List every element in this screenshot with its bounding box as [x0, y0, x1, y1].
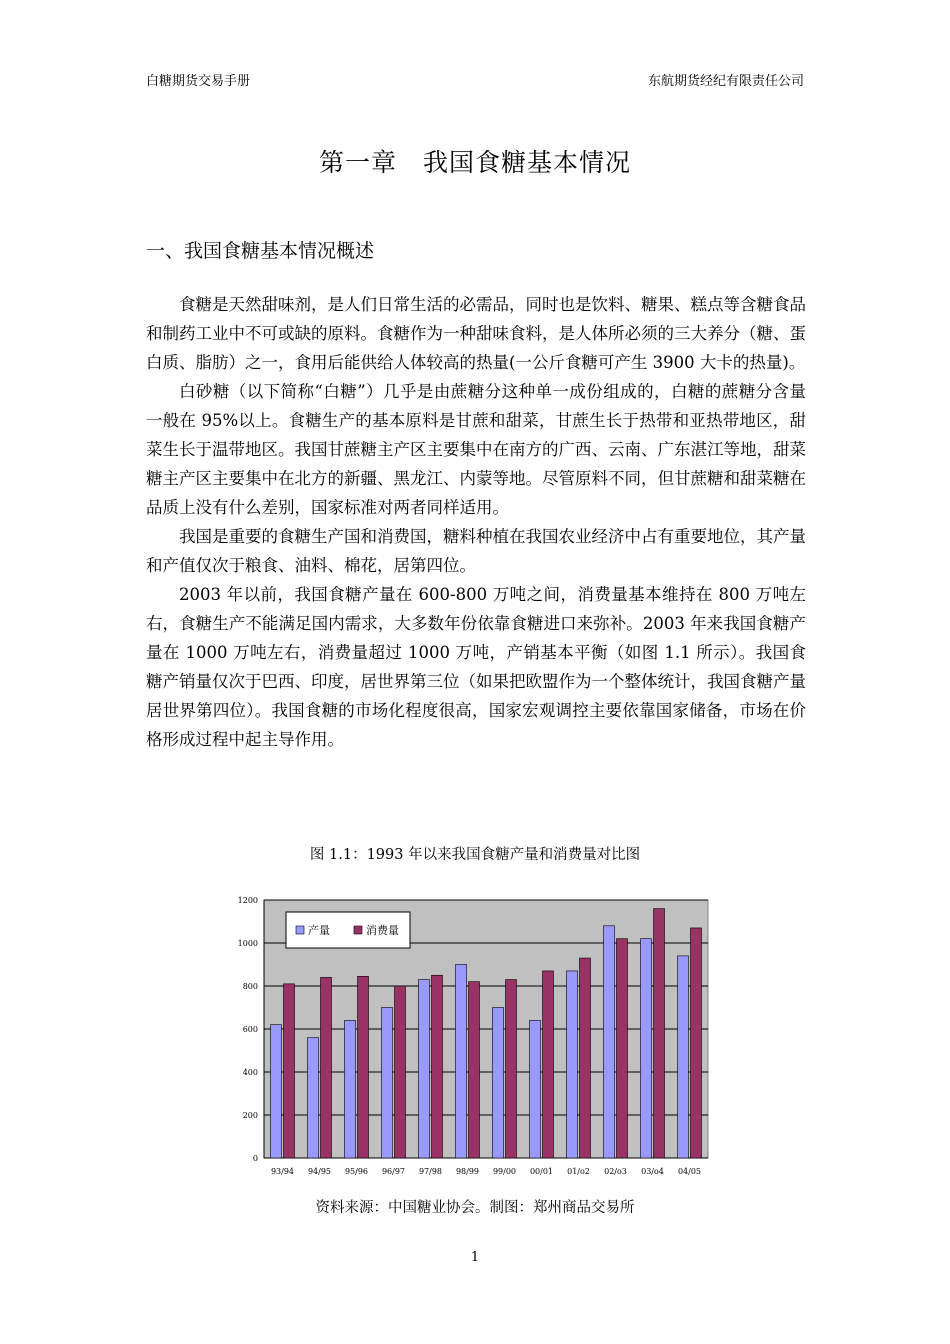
bar-production — [530, 1020, 541, 1158]
x-tick-label: 00/01 — [529, 1167, 554, 1176]
bar-consumption — [543, 971, 554, 1158]
x-tick-label: 98/99 — [455, 1167, 480, 1176]
paragraph-4: 2003 年以前，我国食糖产量在 600-800 万吨之间，消费量基本维持在 800 万吨左右，食糖生产不能满足国内需求，大多数年份依靠食糖进口来弥补。2003 年来我国食糖产量在 1000 万吨左右，消费量超过 1000 万吨，产销基本平衡（如图 1.1 所示）。我国食糖产销量仅次于巴西、印度，居世界第三位（如果把欧盟作为一个整体统计，我国食糖产量居世界第四位）。我国食糖的市场化程度很高，国家宏观调控主要依靠国家储备，市场在价格形成过程中起主导作用。 — [146, 585, 806, 749]
bar-production — [271, 1025, 282, 1158]
bar-consumption — [358, 976, 369, 1158]
y-tick-label: 400 — [242, 1068, 258, 1077]
y-tick-label: 0 — [252, 1154, 258, 1163]
x-tick-label: 95/96 — [344, 1167, 369, 1176]
legend-swatch — [354, 926, 362, 934]
legend-swatch — [296, 926, 304, 934]
x-tick-label: 99/00 — [492, 1167, 517, 1176]
y-tick-label: 1200 — [237, 896, 258, 905]
y-tick-label: 200 — [242, 1111, 258, 1120]
y-tick-label: 600 — [242, 1025, 258, 1034]
chart-svg — [230, 886, 710, 1186]
section-title: 一、我国食糖基本情况概述 — [146, 240, 375, 262]
bar-production — [419, 980, 430, 1158]
paragraph-2: 白砂糖（以下简称“白糖”）几乎是由蔗糖分这种单一成份组成的，白糖的蔗糖分含量一般在 95%以上。食糖生产的基本原料是甘蔗和甜菜，甘蔗生长于热带和亚热带地区，甜菜生长于温带地区。我国甘蔗糖主产区主要集中在南方的广西、云南、广东湛江等地，甜菜糖主产区主要集中在北方的新疆、黑龙江、内蒙等地。尽管原料不同，但甘蔗糖和甜菜糖在品质上没有什么差别，国家标准对两者同样适用。 — [146, 382, 806, 517]
x-tick-label: 01/o2 — [567, 1167, 590, 1176]
legend-label: 产量 — [308, 924, 330, 937]
bar-production — [604, 926, 615, 1158]
x-tick-label: 96/97 — [381, 1167, 406, 1176]
header-left-text: 白糖期货交易手册 — [146, 74, 251, 89]
bar-production — [641, 939, 652, 1158]
bar-consumption — [321, 977, 332, 1158]
x-tick-label: 94/95 — [307, 1167, 332, 1176]
bar-production — [678, 956, 689, 1158]
x-tick-label: 93/94 — [270, 1167, 295, 1176]
bar-consumption — [506, 980, 517, 1158]
bar-consumption — [654, 909, 665, 1158]
bar-consumption — [432, 975, 443, 1158]
body-text — [146, 290, 806, 754]
header-right-text: 东航期货经纪有限责任公司 — [647, 74, 804, 89]
chapter-title: 第一章 我国食糖基本情况 — [318, 148, 631, 177]
bar-consumption — [691, 928, 702, 1158]
sugar-chart — [230, 886, 710, 1186]
bar-production — [456, 965, 467, 1159]
y-tick-label: 1000 — [237, 939, 258, 948]
bar-production — [493, 1008, 504, 1159]
bar-consumption — [617, 939, 628, 1158]
x-tick-label: 02/o3 — [604, 1167, 627, 1176]
bar-production — [382, 1008, 393, 1159]
bar-consumption — [580, 958, 591, 1158]
bar-consumption — [395, 986, 406, 1158]
y-tick-label: 800 — [242, 982, 258, 991]
x-tick-label: 04/05 — [677, 1167, 702, 1176]
legend-label: 消费量 — [366, 924, 399, 937]
x-tick-label: 97/98 — [418, 1167, 443, 1176]
paragraph-1: 食糖是天然甜味剂，是人们日常生活的必需品，同时也是饮料、糖果、糕点等含糖食品和制药工业中不可或缺的原料。食糖作为一种甜味食料，是人体所必须的三大养分（糖、蛋白质、脂肪）之一，食用后能供给人体较高的热量(一公斤食糖可产生 3900 大卡的热量)。 — [146, 295, 806, 372]
bar-production — [567, 971, 578, 1158]
page-number: 1 — [470, 1250, 480, 1265]
bar-consumption — [469, 982, 480, 1158]
figure-caption: 图 1.1：1993 年以来我国食糖产量和消费量对比图 — [309, 847, 641, 863]
source-note: 资料来源：中国糖业协会。制图：郑州商品交易所 — [315, 1200, 635, 1216]
bar-production — [345, 1020, 356, 1158]
bar-consumption — [284, 984, 295, 1158]
x-tick-label: 03/o4 — [641, 1167, 664, 1176]
paragraph-3: 我国是重要的食糖生产国和消费国，糖料种植在我国农业经济中占有重要地位，其产量和产值仅次于粮食、油料、棉花，居第四位。 — [146, 527, 806, 575]
bar-production — [308, 1038, 319, 1158]
